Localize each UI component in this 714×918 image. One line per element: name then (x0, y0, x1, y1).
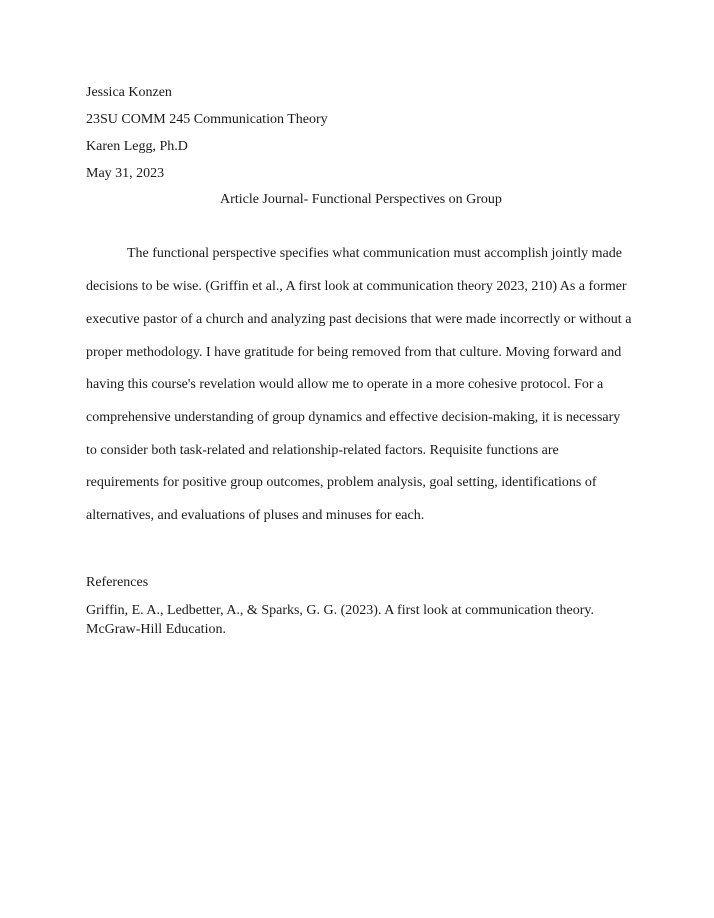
body-line: executive pastor of a church and analyzing past decisions that were made incorrectly or without a (86, 312, 632, 327)
document-title: Article Journal- Functional Perspectives on Group (220, 192, 502, 207)
body-line: proper methodology. I have gratitude for being removed from that culture. Moving forward and (86, 345, 622, 360)
body-line: decisions to be wise. (Griffin et al., A first look at communication theory 2023, 210) As a former (86, 279, 627, 294)
body-line: comprehensive understanding of group dynamics and effective decision-making, it is necessary (86, 410, 621, 425)
course-name: 23SU COMM 245 Communication Theory (86, 112, 328, 127)
body-line: alternatives, and evaluations of pluses and minuses for each. (86, 508, 425, 523)
instructor-name: Karen Legg, Ph.D (86, 139, 188, 154)
author-name: Jessica Konzen (86, 85, 172, 100)
references-heading: References (86, 575, 149, 590)
document-date: May 31, 2023 (86, 166, 165, 181)
reference-entry-line: McGraw-Hill Education. (86, 622, 226, 637)
body-line: The functional perspective specifies what communication must accomplish jointly made (127, 246, 622, 261)
body-line: having this course's revelation would allow me to operate in a more cohesive protocol. For a (86, 377, 604, 392)
body-line: requirements for positive group outcomes, problem analysis, goal setting, identifications of (86, 475, 597, 490)
body-line: to consider both task-related and relationship-related factors. Requisite functions are (86, 443, 559, 458)
reference-entry-line: Griffin, E. A., Ledbetter, A., & Sparks, G. G. (2023). A first look at communication theory. (86, 603, 595, 618)
